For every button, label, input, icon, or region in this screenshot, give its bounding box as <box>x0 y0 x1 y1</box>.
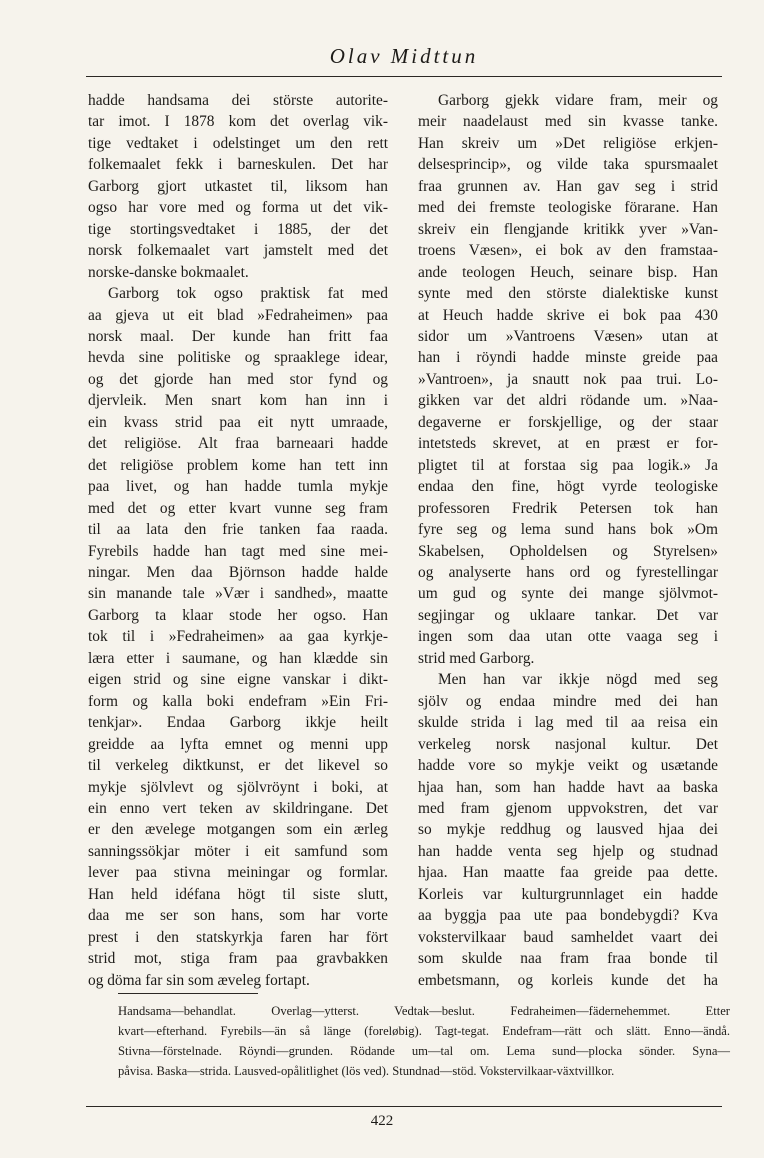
footnote-line: påvisa. Baska—strida. Lausved-opålitlighet (lös ved). Stundnad—stöd. Vokstervilkaar-växtvillkor. <box>118 1064 615 1078</box>
header-rule <box>86 76 722 77</box>
footnote-line: Handsama—behandlat. Overlag—ytterst. Vedtak—beslut. Fedraheimen—fädernehemmet. Etter <box>118 1004 730 1018</box>
text-line: strid med Garborg. <box>418 649 535 667</box>
text-line: hjaa han, som han hadde havt aa baska <box>418 778 718 796</box>
text-line: med dei fremste teologiske förarane. Han <box>418 199 718 217</box>
text-line: norsk maal. Der kunde han fritt faa <box>88 327 388 345</box>
text-line: folkemaalet fekk i barneskulen. Det har <box>88 156 388 174</box>
text-line: tige vedtaket i odelstinget um den rett <box>88 134 388 152</box>
footnote-rule <box>118 993 258 994</box>
text-line: Garborg tok ogso praktisk fat med <box>108 285 388 303</box>
text-line: det religiöse problem kome han tett inn <box>88 456 388 474</box>
paragraph <box>88 283 388 991</box>
glossary-footnote <box>118 1001 730 1081</box>
text-line: troens Væsen», ei bok av den framstaa- <box>418 242 718 260</box>
text-line: strid mot, stiga fram paa gravbakken <box>88 950 388 968</box>
text-line: med fram gjenom uppvokstren, det var <box>418 799 718 817</box>
text-line: ein enno vert teken av skildringane. Det <box>88 799 388 817</box>
text-line: og analyserte hans ord og fyrestellingar <box>418 563 718 581</box>
text-line: Garborg gjort utkastet til, liksom han <box>88 177 388 195</box>
text-line: form og kalla boki endefram »Ein Fri- <box>88 692 388 710</box>
text-line: professoren Fredrik Petersen tok han <box>418 499 718 517</box>
text-line: ogso har vore med og forma ut det vik- <box>88 199 388 217</box>
text-line: synte med den störste dialektiske kunst <box>418 285 718 303</box>
text-line: verkeleg norsk nasjonal kultur. Det <box>418 735 718 753</box>
text-line: og döma far sin som æveleg fortapt. <box>88 971 310 989</box>
text-line: ein kvass strid paa eit nytt umraade, <box>88 413 388 431</box>
text-line: sin manande tale »Vær i sandhed», maatte <box>88 585 388 603</box>
text-line: tenkjar». Endaa Garborg ikkje heilt <box>88 714 388 732</box>
bottom-rule <box>86 1106 722 1107</box>
text-line: eigen strid og sine eigne vanskar i dikt- <box>88 671 388 689</box>
right-column <box>418 90 718 991</box>
text-line: det religiöse. Alt fraa barneaari hadde <box>88 435 388 453</box>
text-line: hevda sine politiske og spraaklege idear, <box>88 349 388 367</box>
text-line: paa livet, og han hadde tumla mykje <box>88 478 388 496</box>
text-line: Skabelsen, Opholdelsen og Styrelsen» <box>418 542 718 560</box>
text-line: gikken var det aldri rödande um. »Naa- <box>418 392 718 410</box>
text-line: med det og etter kvart vunne seg fram <box>88 499 388 517</box>
text-line: hjaa. Han maatte faa greide paa dette. <box>418 864 718 882</box>
text-line: pligtet til at forstaa sig paa logik.» Ja <box>418 456 718 474</box>
text-line: og det gjorde han med stor fynd og <box>88 370 388 388</box>
text-line: han hadde venta seg hjelp og studnad <box>418 842 718 860</box>
text-line: Fyrebils hadde han tagt med sine mei- <box>88 542 388 560</box>
text-line: ingen som daa utan otte vaaga seg i <box>418 628 718 646</box>
text-line: aa byggja paa ute paa bondebygdi? Kva <box>418 907 718 925</box>
text-line: tige stortingsvedtaket i 1885, der det <box>88 220 388 238</box>
text-line: segjingar og uklaare tankar. Det var <box>418 606 718 624</box>
text-line: Korleis var kulturgrunnlaget ein hadde <box>418 885 718 903</box>
text-line: endaa den fine, högt vyrde teologiske <box>418 478 718 496</box>
text-line: til verkeleg diktkunst, er det likevel so <box>88 757 388 775</box>
text-line: sjölv og endaa mindre med dei han <box>418 692 718 710</box>
text-line: tok til i »Fedraheimen» aa gaa kyrkje- <box>88 628 388 646</box>
text-line: Garborg gjekk vidare fram, meir og <box>438 92 718 109</box>
text-line: norsk folkemaalet vart jamstelt med det <box>88 242 388 260</box>
text-line: um gud og synte dei mange sjölvmot- <box>418 585 718 603</box>
text-line: han i röyndi hadde minste greide paa <box>418 349 718 367</box>
text-line: hadde handsama dei störste autorite- <box>88 92 388 109</box>
page-number: 422 <box>370 1113 394 1129</box>
text-line: degaverne er forskjellige, og der staar <box>418 413 718 431</box>
text-line: tar imot. I 1878 kom det overlag vik- <box>88 113 388 131</box>
text-line: intetsteds skrevet, at en præst er for- <box>418 435 718 453</box>
running-head: Olav Midttun <box>329 44 479 68</box>
text-line: til aa lata den frie tanken faa raada. <box>88 521 388 539</box>
text-line: greidde aa lyfta emnet og menni upp <box>88 735 388 753</box>
text-line: Han held idéfana högt til siste slutt, <box>88 885 388 903</box>
text-line: fraa grunnen av. Han gav seg i strid <box>418 177 718 195</box>
footnote-line: Stivna—förstelnade. Röyndi—grunden. Rödande um—tal om. Lema sund—plocka sönder. Syna— <box>118 1044 730 1058</box>
paragraph <box>88 90 388 283</box>
text-line: fyre seg og lema sund hans bok »Om <box>418 521 718 539</box>
text-line: at Heuch hadde skrive ei bok paa 430 <box>418 306 718 324</box>
text-line: læra etter i saumane, og han klædde sin <box>88 649 388 667</box>
paragraph <box>418 90 718 669</box>
text-line: meir naadelaust med sin kvasse tanke. <box>418 113 718 131</box>
footnote-line: kvart—efterhand. Fyrebils—än så länge (foreløbig). Tagt-tegat. Endefram—rätt och slätt. Enno—ändå. <box>118 1024 730 1038</box>
text-line: ande teologen Heuch, seinare bisp. Han <box>418 263 718 281</box>
paragraph <box>418 669 718 991</box>
text-line: er den ævelege motgangen som ein ærleg <box>88 821 388 839</box>
text-line: aa gjeva ut eit blad »Fedraheimen» paa <box>88 306 388 324</box>
left-column <box>88 90 388 991</box>
text-line: vokstervilkaar baud samheldet vaart dei <box>418 928 718 946</box>
text-line: delsesprincip», og vilde taka spursmaalet <box>418 156 718 174</box>
text-line: so mykje reddhug og lausved hjaa dei <box>418 821 718 839</box>
text-line: Men han var ikkje nögd med seg <box>438 671 718 689</box>
text-line: Han skreiv um »Det religiöse erkjen- <box>418 134 718 152</box>
text-line: daa me ser son hans, som har vorte <box>88 907 388 925</box>
text-line: embetsmann, og korleis kunde det ha <box>418 971 718 989</box>
text-line: sanningssökjar möter i eit samfund som <box>88 842 388 860</box>
text-line: ningar. Men daa Björnson hadde halde <box>88 563 388 581</box>
text-line: Garborg ta klaar stode her ogso. Han <box>88 606 388 624</box>
text-line: skreiv ein flengjande kritikk yver »Van- <box>418 220 718 238</box>
text-line: sidor um »Vantroens Væsen» utan at <box>418 327 718 345</box>
text-line: mykje sjölvlevt og sjölvröynt i boki, at <box>88 778 388 796</box>
text-line: som skulde naa fram fraa bonde til <box>418 950 718 968</box>
text-line: norske-danske bokmaalet. <box>88 263 249 281</box>
text-line: »Vantroen», ja snautt nok paa trui. Lo- <box>418 370 718 388</box>
text-line: skulde strida i lag med til aa reisa ein <box>418 714 718 732</box>
text-line: djervleik. Men snart kom han inn i <box>88 392 388 410</box>
text-line: hadde vore so mykje veikt og usætande <box>418 757 718 775</box>
text-line: lever paa stivna meiningar og formlar. <box>88 864 388 882</box>
text-line: prest i den statskyrkja faren har fört <box>88 928 388 946</box>
